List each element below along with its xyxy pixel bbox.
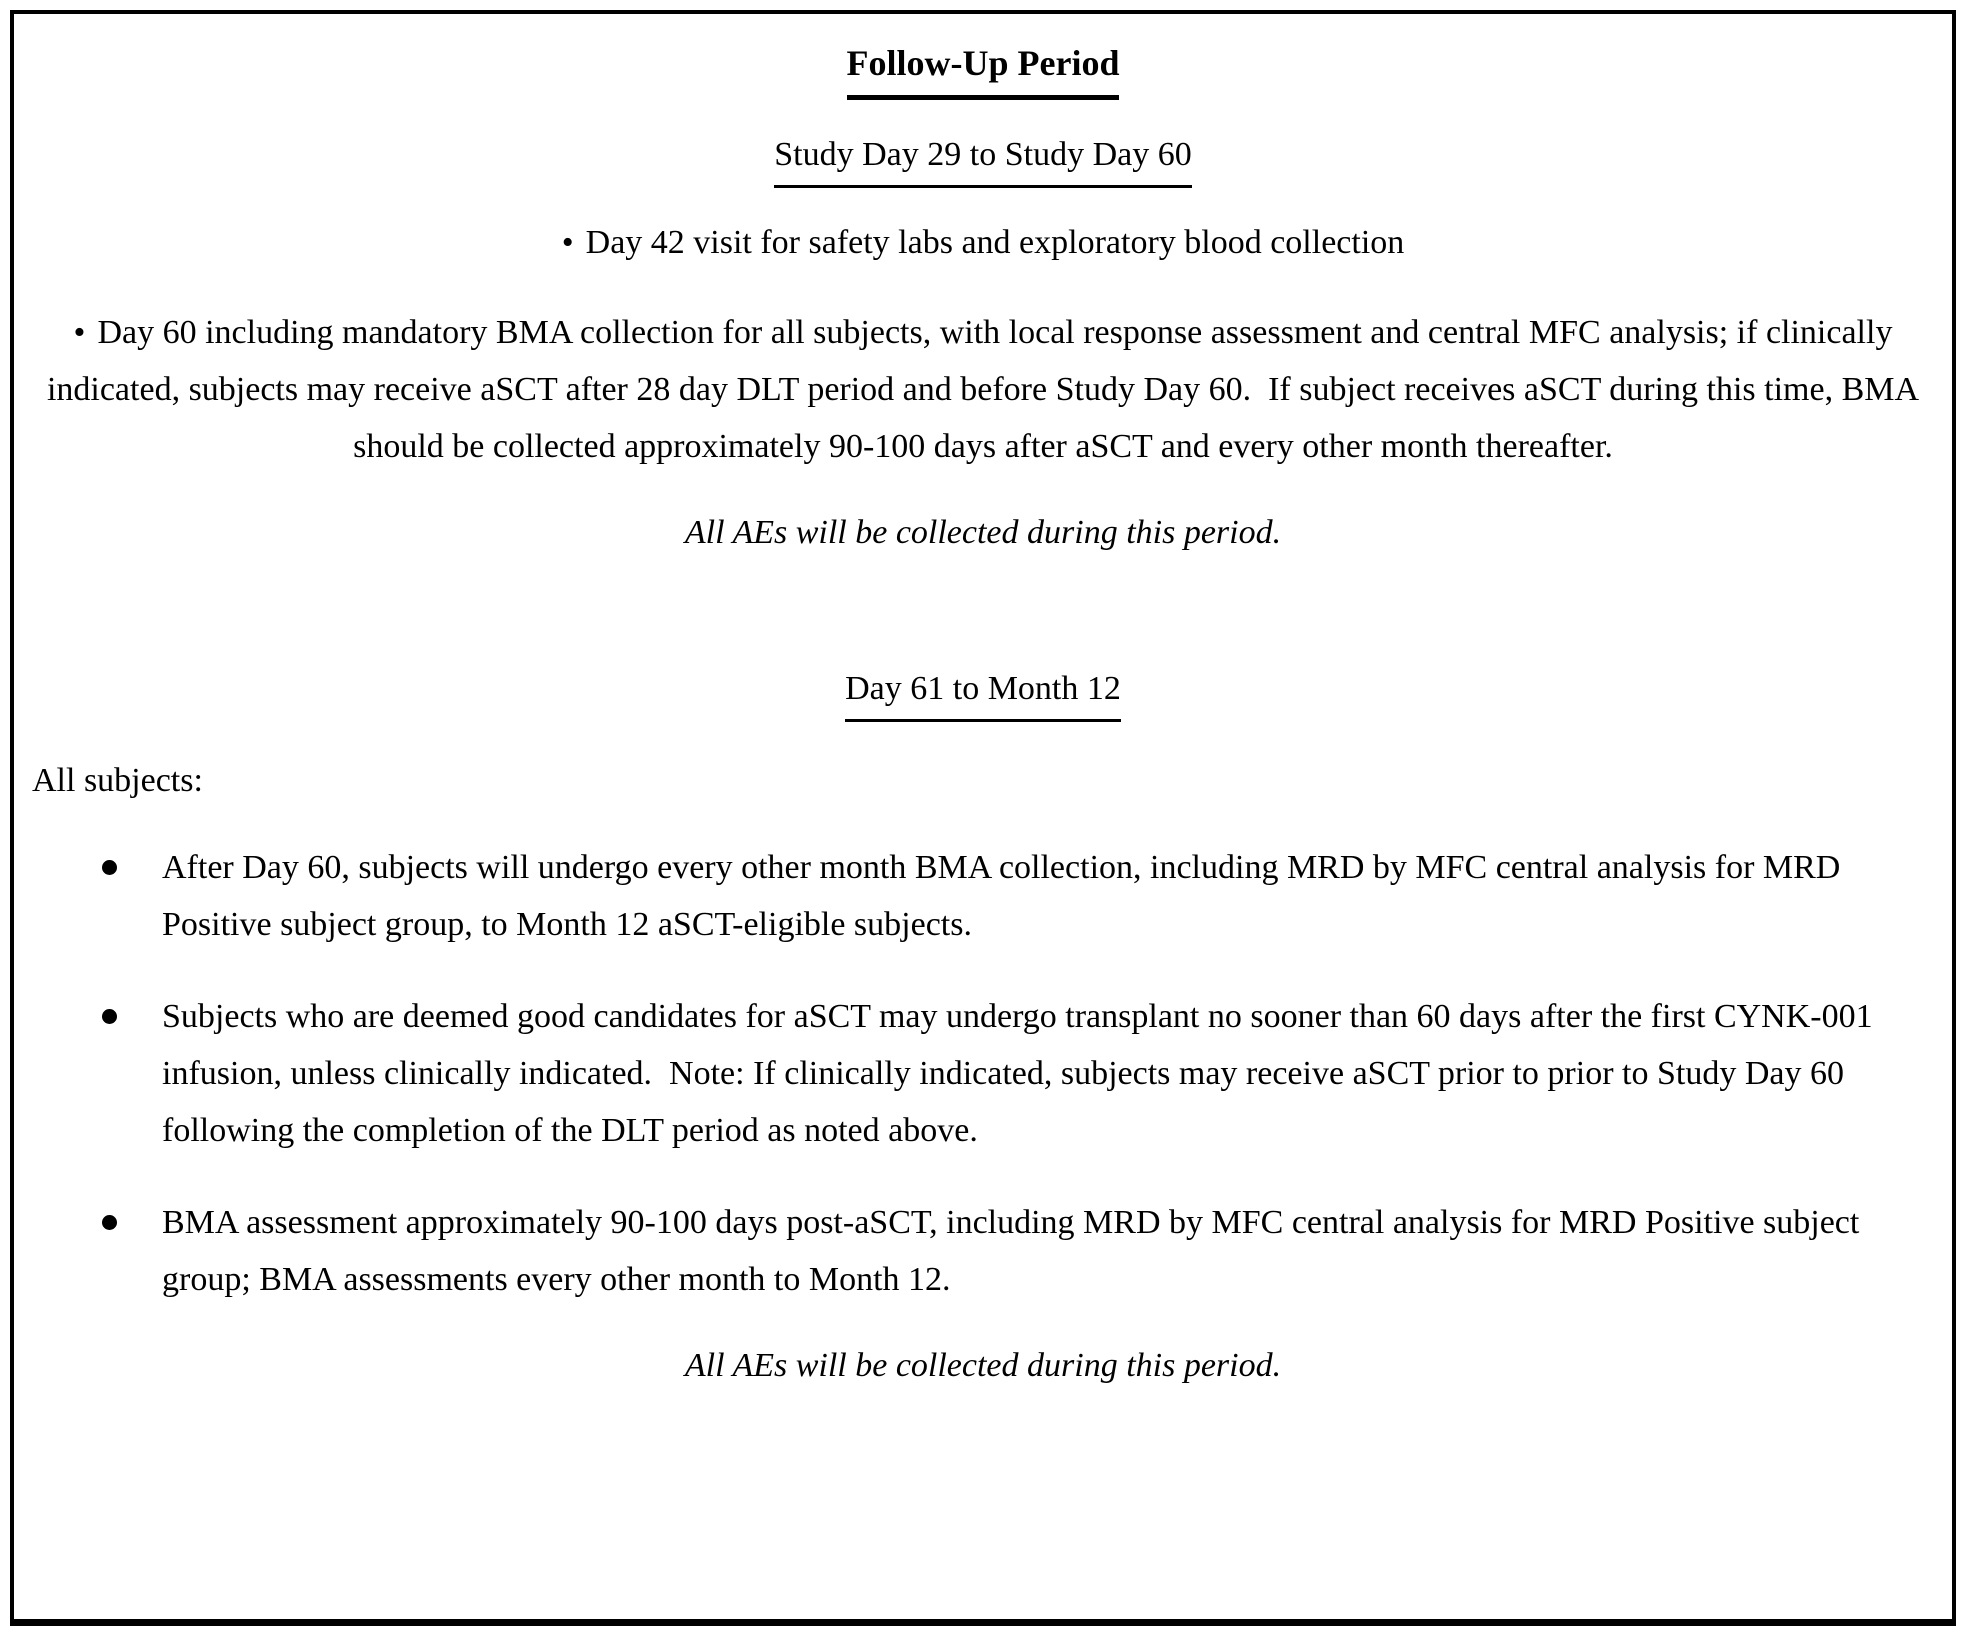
section2-intro: All subjects: (32, 762, 203, 799)
section1-ae-note (32, 504, 1934, 561)
box-title-text: Follow-Up Period (847, 35, 1120, 100)
section2-heading (32, 660, 1934, 722)
section2-ae-note-text: All AEs will be collected during this period. (684, 1347, 1282, 1384)
section1-bullet-day60-text: Day 60 including mandatory BMA collection for all subjects, with local response assessment and central MFC analysis; if clinically indicated, subjects may receive aSCT after 28 day DLT period and before Study Day 60. If subject receives aSCT during this time, BMA should be collected approximately 90-100 days after aSCT and every other month thereafter. (46, 314, 1928, 465)
list-item-text: BMA assessment approximately 90-100 days post-aSCT, including MRD by MFC central analysis for MRD Positive subject group; BMA assessments every other month to Month 12. (162, 1204, 1868, 1298)
list-item (102, 1194, 1934, 1308)
section2-ae-note (32, 1337, 1934, 1394)
list-item-text: Subjects who are deemed good candidates for aSCT may undergo transplant no sooner than 60 days after the first CYNK-001 infusion, unless clinically indicated. Note: If clinically indicated, subjects may receive aSCT prior to prior to Study Day 60 following the completion of the DLT period as noted above. (162, 998, 1882, 1149)
list-item-text: After Day 60, subjects will undergo every other month BMA collection, including MRD by MFC central analysis for MRD Positive subject group, to Month 12 aSCT-eligible subjects. (162, 849, 1849, 943)
box-title (32, 35, 1934, 100)
section1-heading-text: Study Day 29 to Study Day 60 (774, 126, 1191, 188)
list-item (102, 839, 1934, 953)
bullet-glyph: • (73, 314, 86, 351)
section1-ae-note-text: All AEs will be collected during this period. (684, 514, 1282, 551)
section1-heading (32, 126, 1934, 188)
bullet-icon (102, 1009, 117, 1024)
section1-bullet-day42-text: Day 42 visit for safety labs and exploratory blood collection (585, 224, 1405, 261)
list-item (102, 988, 1934, 1159)
section1-bullet-day42 (32, 214, 1934, 271)
section2-bullet-list (102, 839, 1934, 1308)
bullet-icon (102, 1215, 117, 1230)
follow-up-period-box (10, 10, 1956, 1626)
section1-bullet-day60 (32, 304, 1934, 475)
bullet-glyph: • (561, 224, 574, 261)
section2-heading-text: Day 61 to Month 12 (845, 660, 1121, 722)
bullet-icon (102, 860, 117, 875)
